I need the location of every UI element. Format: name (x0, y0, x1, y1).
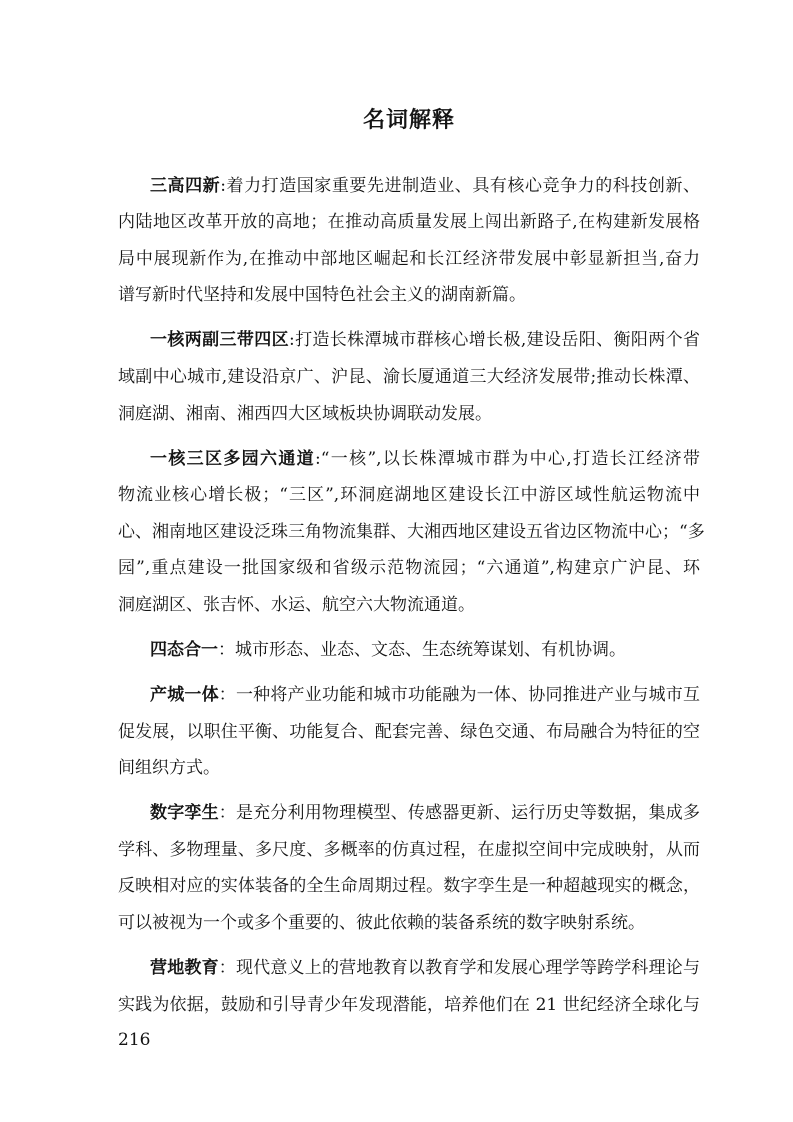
glossary-term: 一核三区多园六通道 (150, 448, 316, 469)
glossary-entry (118, 950, 700, 1023)
definition-line: 园”,重点建设一批国家级和省级示范物流园；“六通道”,构建京广沪昆、环 (118, 558, 700, 579)
definition-line: 实践为依据，鼓励和引导青少年发现潜能，培养他们在 21 世纪经济全球化与 (118, 994, 700, 1015)
definition-line: 洞庭湖、湘南、湘西四大区域板块协调联动发展。 (118, 403, 492, 424)
page-title: 名词解释 (362, 107, 455, 133)
glossary-term: 一核两副三带四区 (150, 330, 289, 351)
definition-line: 谱写新时代坚持和发展中国特色社会主义的湖南新篇。 (118, 285, 526, 306)
definition-line: 局中展现新作为,在推动中部地区崛起和长江经济带发展中彰显新担当,奋力 (118, 248, 700, 269)
definition-line: 促发展，以职住平衡、功能复合、配套完善、绿色交通、布局融合为特征的空 (118, 721, 700, 742)
definition-first-line (118, 677, 700, 714)
definition-text: :着力打造国家重要先进制造业、具有核心竞争力的科技创新、 (220, 175, 700, 196)
definition-line: 间组织方式。 (118, 758, 220, 779)
definition-first-line (118, 795, 700, 832)
definition-line: 域副中心城市,建设沿京广、沪昆、渝长厦通道三大经济发展带;推动长株潭、 (118, 367, 700, 388)
definition-line: 可以被视为一个或多个重要的、彼此依赖的装备系统的数字映射系统。 (118, 912, 645, 933)
definition-line: 反映相对应的实体装备的全生命周期过程。数字孪生是一种超越现实的概念， (118, 876, 700, 897)
glossary-term: 数字孪生 (150, 803, 219, 824)
glossary-term: 四态合一 (150, 639, 218, 660)
definition-first-line (118, 441, 700, 478)
glossary-term: 产城一体 (150, 684, 219, 705)
glossary-entry (118, 677, 700, 787)
glossary-body (118, 168, 705, 1032)
definition-text: ：是充分利用物理模型、传感器更新、运行历史等数据，集成多 (218, 803, 701, 824)
definition-line: 心、湘南地区建设泛珠三角物流集群、大湘西地区建设五省边区物流中心；“多 (118, 521, 705, 542)
glossary-entry (118, 441, 705, 624)
definition-text: ：城市形态、业态、文态、生态统筹谋划、有机协调。 (218, 639, 626, 660)
glossary-entry (118, 322, 700, 432)
definition-first-line (118, 632, 700, 669)
definition-line: 学科、多物理量、多尺度、多概率的仿真过程，在虚拟空间中完成映射，从而 (118, 839, 700, 860)
glossary-entry (118, 795, 700, 941)
glossary-term: 营地教育 (150, 957, 219, 978)
definition-first-line (118, 168, 700, 205)
definition-text: :打造长株潭城市群核心增长极,建设岳阳、衡阳两个省 (288, 330, 700, 351)
definition-first-line (118, 950, 700, 987)
definition-text: ：一种将产业功能和城市功能融为一体、协同推进产业与城市互 (218, 684, 701, 705)
definition-line: 洞庭湖区、张吉怀、水运、航空六大物流通道。 (118, 595, 475, 615)
glossary-entry (118, 632, 700, 669)
page-number: 216 (118, 1030, 151, 1050)
glossary-entry (118, 168, 700, 314)
definition-line: 内陆地区改革开放的高地；在推动高质量发展上闯出新路子,在构建新发展格 (118, 212, 700, 233)
definition-first-line (118, 322, 700, 359)
glossary-term: 三高四新 (150, 175, 221, 196)
definition-text: :“一核”,以长株潭城市群为中心,打造长江经济带 (315, 448, 701, 469)
definition-text: ：现代意义上的营地教育以教育学和发展心理学等跨学科理论与 (218, 957, 701, 978)
definition-line: 物流业核心增长极；“三区”,环洞庭湖地区建设长江中游区域性航运物流中 (118, 485, 700, 506)
